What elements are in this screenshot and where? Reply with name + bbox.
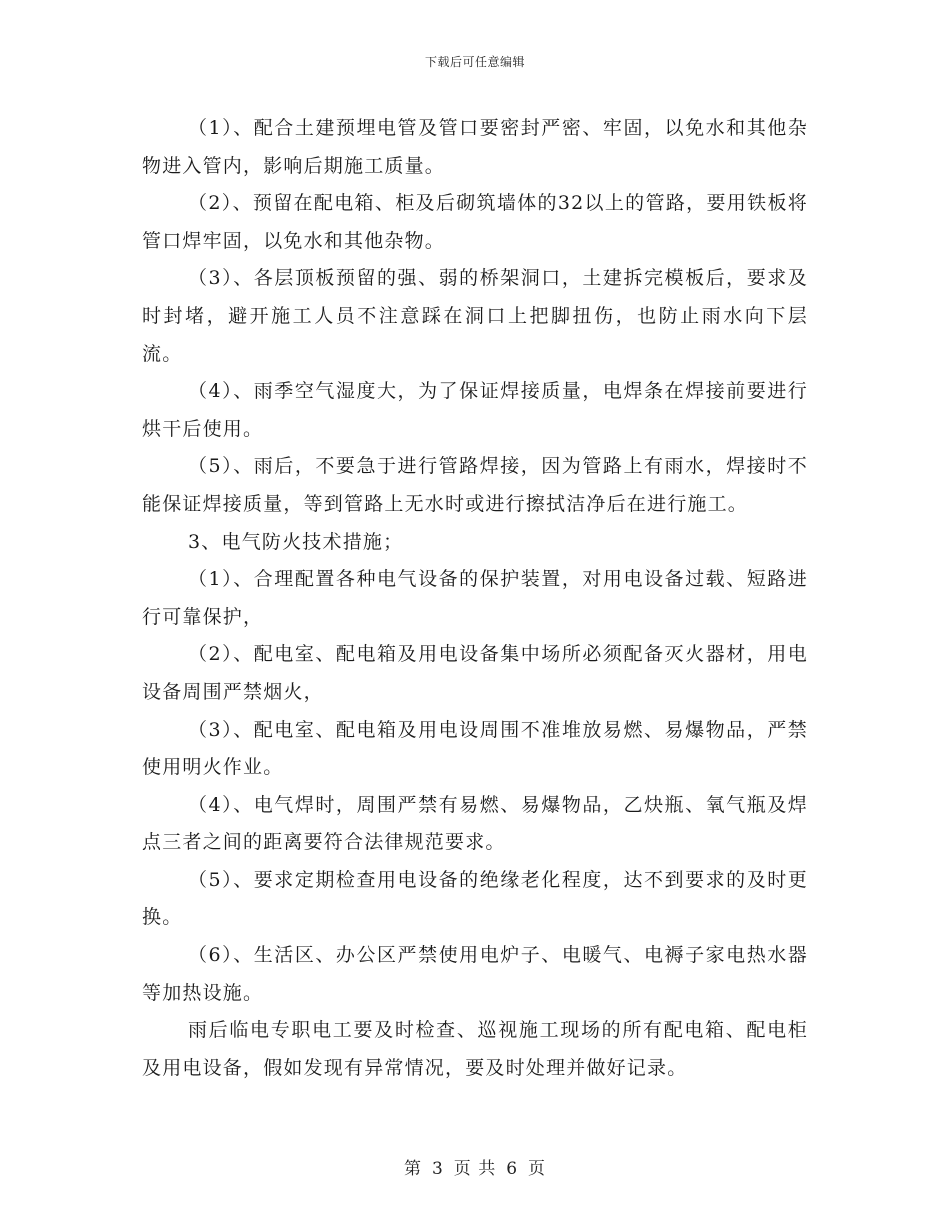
paragraph: （3）、各层顶板预留的强、弱的桥架洞口，土建拆完模板后，要求及时封堵，避开施工人员不注意踩在洞口上把脚扭伤，也防止雨水向下层流。 bbox=[142, 267, 808, 365]
paragraph: （5）、要求定期检查用电设备的绝缘老化程度，达不到要求的及时更换。 bbox=[142, 868, 808, 929]
document-body bbox=[142, 110, 808, 1087]
paragraph: （4）、电气焊时，周围严禁有易燃、易爆物品，乙炔瓶、氧气瓶及焊点三者之间的距离要符合法律规范要求。 bbox=[142, 793, 808, 854]
paragraph: （2）、预留在配电箱、柜及后砌筑墙体的32以上的管路，要用铁板将管口焊牢固，以免水和其他杂物。 bbox=[142, 192, 808, 252]
page-footer bbox=[0, 1154, 950, 1179]
paragraph: （6）、生活区、办公区严禁使用电炉子、电暖气、电褥子家电热水器等加热设施。 bbox=[142, 944, 808, 1004]
footer-suffix: 页 bbox=[528, 1159, 547, 1179]
current-page-number: 3 bbox=[431, 1159, 444, 1179]
paragraph: （1）、合理配置各种电气设备的保护装置，对用电设备过载、短路进行可靠保护， bbox=[142, 568, 808, 628]
paragraph: （2）、配电室、配电箱及用电设备集中场所必须配备灭火器材，用电设备周围严禁烟火， bbox=[142, 643, 808, 703]
section-heading: 3、电气防火技术措施； bbox=[188, 530, 404, 553]
total-pages-number: 6 bbox=[506, 1159, 519, 1179]
paragraph: （4）、雨季空气湿度大，为了保证焊接质量，电焊条在焊接前要进行烘干后使用。 bbox=[142, 380, 808, 440]
footer-middle: 页 共 bbox=[453, 1159, 497, 1179]
paragraph: （1）、配合土建预埋电管及管口要密封严密、牢固，以免水和其他杂物进入管内，影响后期施工质量。 bbox=[142, 117, 808, 177]
paragraph: （5）、雨后，不要急于进行管路焊接，因为管路上有雨水，焊接时不能保证焊接质量，等到管路上无水时或进行擦拭洁净后在进行施工。 bbox=[142, 455, 808, 515]
page-header: 下载后可任意编辑 bbox=[424, 55, 525, 69]
footer-prefix: 第 bbox=[403, 1159, 422, 1179]
paragraph: 雨后临电专职电工要及时检查、巡视施工现场的所有配电箱、配电柜及用电设备，假如发现有异常情况，要及时处理并做好记录。 bbox=[142, 1019, 808, 1079]
paragraph: （3）、配电室、配电箱及用电设周围不准堆放易燃、易爆物品，严禁使用明火作业。 bbox=[142, 718, 808, 779]
